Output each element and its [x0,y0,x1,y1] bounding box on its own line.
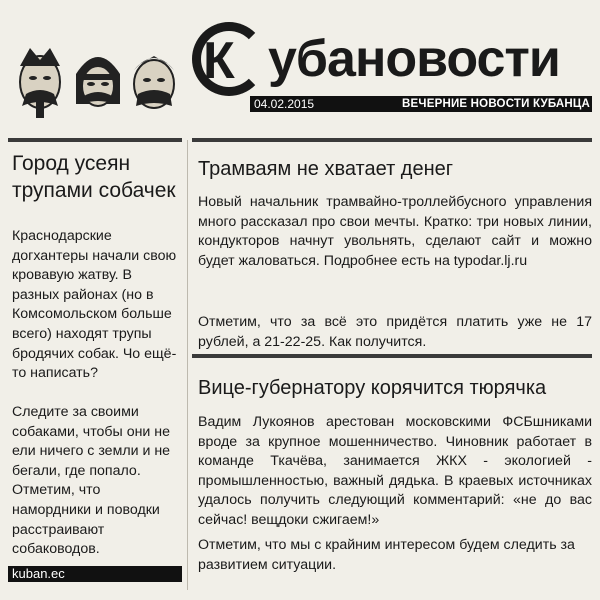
issue-date: 04.02.2015 [254,97,315,111]
left-column-rule [8,138,182,142]
article-title: Вице-губернатору корячится тюрячка [198,377,547,399]
article-paragraph: Новый начальник трамвайно-троллейбусного управления много рассказал про свои мечты. Кратко: три новых линии, кондукторов начнут увольнять, сделают сайт и можно будет жаловаться. Подробнее есть на typodar.lj.ru [198,194,592,269]
article-divider [192,354,592,358]
face-icon [14,44,66,118]
left-article-paragraph: Краснодарские догхантеры начали свою кровавую жатву. В разных районах (но в Комсомольском больше всего) находят трупы бродячих собак. Чо ещё-то написать? [12,228,177,382]
left-article-paragraph: Следите за своими собаками, чтобы они не ели ничего с земли и не бегали, где попало. Отметим, что намордники и поводки расстраивают собаководов. [12,404,171,558]
article-paragraph: Вадим Лукоянов арестован московскими ФСБшниками вроде за крупное мошенничество. Чиновник работает в команде Ткачёва, занимается ЖКХ - экологией - промышленностью, важный дядька. В краевых источниках удалось получить следующий комментарий: «не до вас сейчас! вещдоки сжигаем!» [198,414,592,528]
column-divider [187,140,188,590]
tagline: ВЕЧЕРНИЕ НОВОСТИ КУБАНЦА [402,98,590,110]
logo-wordmark: убановости [268,30,560,88]
article-title: Трамваям не хватает денег [198,158,454,180]
masthead-faces [14,44,184,120]
article-paragraph: Отметим, что за всё это придётся платить уже не 17 рублей, а 21-22-25. Как получится. [198,314,592,350]
source-link[interactable]: kuban.ec [12,566,65,581]
logo-letter: К [203,32,233,90]
warrior-face-icon [128,44,180,118]
article-paragraph: Отметим, что мы с крайним интересом будем следить за развитием ситуации. [198,537,575,573]
right-column-rule [192,138,592,142]
left-article-title: Город усеян трупами собачек [12,152,176,202]
helmet-face-icon [72,44,124,118]
